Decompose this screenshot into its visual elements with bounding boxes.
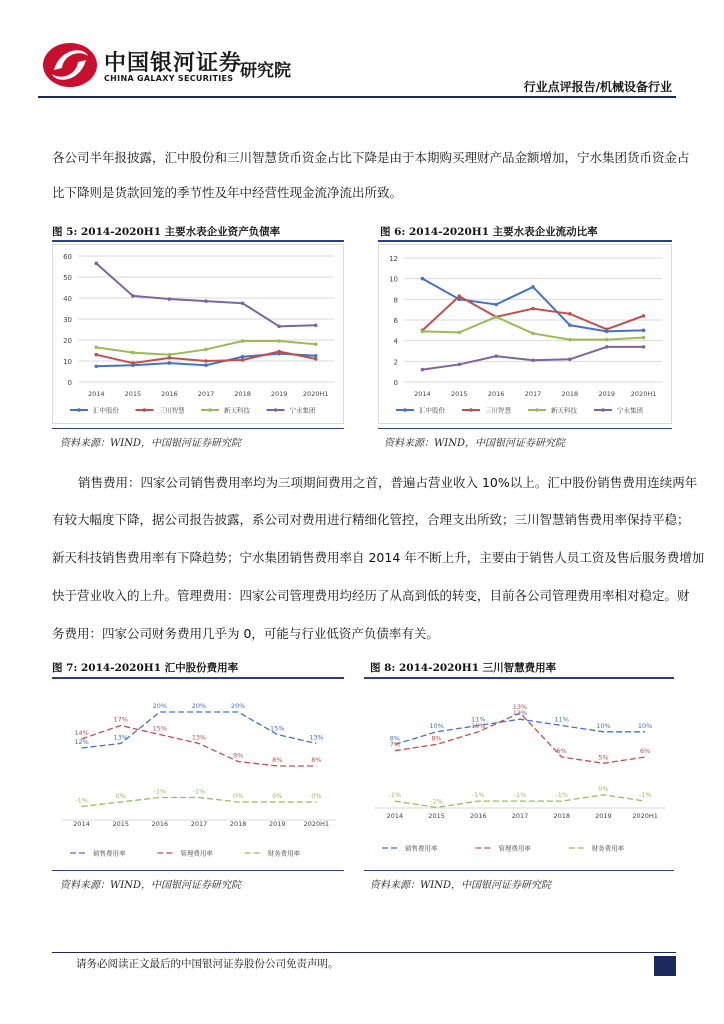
fig8-data-label: -1%: [555, 791, 569, 800]
fig5-data-point: [168, 361, 172, 365]
fig7-bottom-rule: [52, 870, 344, 871]
fig7-data-label: 13%: [191, 733, 207, 742]
fig5-legend-marker: [143, 408, 147, 412]
fig7-data-label: 0%: [272, 792, 283, 800]
fig5-data-point: [314, 342, 318, 346]
fig7-x-tick-label: 2016: [151, 820, 169, 828]
fig7-data-label: 13%: [309, 733, 324, 742]
fig7-x-tick-label: 2019: [269, 820, 286, 828]
body-line-5: 务费用：四家公司财务费用几乎为 0，可能与行业低资产负债率有关。: [52, 626, 439, 641]
footer-disclaimer: 请务必阅读正文最后的中国银河证券股份公司免责声明。: [76, 958, 339, 970]
fig7-data-label: -1%: [153, 787, 167, 796]
fig6-x-tick-label: 2017: [524, 390, 542, 398]
fig5-legend-marker: [274, 408, 278, 412]
fig5-data-point: [94, 353, 98, 357]
fig5-data-point: [94, 346, 98, 350]
fig8-x-tick-label: 2020H1: [632, 812, 658, 820]
fig5-data-point: [241, 339, 245, 343]
fig8-chart: [364, 680, 674, 866]
fig6-legend-marker: [403, 408, 407, 412]
fig7-data-label: 0%: [232, 792, 244, 800]
fig6-data-point: [531, 332, 535, 336]
fig8-data-label: 0%: [598, 784, 609, 793]
fig7-x-tick-label: 2014: [73, 820, 90, 828]
fig6-data-point: [494, 354, 498, 358]
fig8-data-label: 11%: [471, 715, 486, 724]
fig6-data-point: [605, 345, 609, 349]
fig7-data-label: 15%: [152, 724, 168, 733]
fig6-data-point: [568, 312, 572, 316]
institute-name: 研究院: [240, 61, 291, 81]
fig6-data-point: [421, 277, 425, 281]
fig5-x-tick-label: 2019: [270, 390, 288, 398]
fig8-legend-label: 销售费用率: [405, 844, 438, 853]
fig6-data-point: [642, 314, 646, 318]
fig6-x-tick-label: 2018: [561, 390, 579, 398]
fig6-data-point: [605, 338, 609, 342]
fig8-data-label: 8%: [389, 734, 401, 743]
fig5-data-point: [314, 354, 318, 358]
fig5-data-point: [94, 364, 98, 368]
fig6-data-point: [642, 336, 646, 340]
fig5-x-tick-label: 2018: [234, 390, 251, 398]
fig6-title: 图 6: 2014-2020H1 主要水表企业流动比率: [380, 226, 598, 238]
body-line-1: 销售费用：四家公司销售费用率均为三项期间费用之首，普遍占营业收入 10%以上。汇中股份销售费用连续两年: [78, 475, 698, 490]
fig7-rule: [52, 677, 344, 679]
fig7-data-label: 20%: [152, 702, 168, 710]
fig7-data-label: 15%: [270, 724, 285, 733]
fig5-legend-label: 汇中股份: [93, 406, 119, 415]
fig6-y-tick-label: 4: [393, 337, 398, 346]
fig8-bottom-rule: [364, 870, 674, 871]
fig6-data-point: [494, 315, 498, 319]
body-line-2: 有较大幅度下降，据公司报告披露，系公司对费用进行精细化管控，合理支出所致；三川智慧销售费用率保持平稳；: [52, 512, 690, 527]
fig7-data-label: 20%: [191, 702, 207, 710]
fig5-y-tick-label: 50: [63, 274, 72, 282]
fig5-bottom-rule: [52, 428, 344, 429]
fig6-legend-label: 三川智慧: [485, 406, 511, 415]
fig6-legend-marker: [601, 408, 605, 412]
fig7-data-label: 9%: [232, 751, 244, 760]
fig8-data-label: 10%: [596, 721, 611, 730]
fig6-data-point: [568, 338, 572, 342]
fig8-x-tick-label: 2019: [595, 812, 612, 820]
fig8-rule: [364, 677, 674, 679]
fig7-data-label: 14%: [74, 729, 89, 737]
fig6-data-point: [531, 307, 535, 311]
fig5-data-point: [241, 355, 245, 359]
body-line-4: 快于营业收入的上升。管理费用：四家公司管理费用均经历了从高到低的转变，目前各公司管理费用率相对稳定。财: [52, 588, 690, 603]
fig5-data-point: [204, 348, 208, 352]
fig5-legend-label: 新天科技: [224, 406, 250, 415]
fig5-data-point: [168, 297, 172, 301]
fig7-data-label: -1%: [192, 787, 206, 796]
fig5-y-tick-label: 0: [67, 379, 72, 387]
logo-en-name: CHINA GALAXY SECURITIES: [104, 74, 234, 83]
fig5-x-tick-label: 2015: [124, 390, 142, 398]
fig8-data-label: 13%: [512, 702, 528, 711]
fig5-data-point: [314, 324, 318, 328]
fig6-y-tick-label: 2: [393, 358, 398, 367]
fig5-data-point: [94, 262, 98, 266]
fig5-x-tick-label: 2017: [197, 390, 215, 398]
fig6-y-tick-label: 6: [393, 317, 398, 325]
fig7-data-label: 12%: [74, 738, 89, 746]
fig5-data-point: [131, 294, 135, 298]
fig6-x-tick-label: 2020H1: [630, 390, 657, 398]
footer-rule: [52, 952, 676, 953]
fig7-x-tick-label: 2018: [229, 820, 247, 828]
fig5-legend-marker: [208, 408, 212, 412]
fig5-y-tick-label: 30: [63, 316, 72, 324]
fig5-x-tick-label: 2016: [161, 390, 178, 398]
fig8-data-label: -2%: [430, 797, 443, 806]
fig6-y-tick-label: 10: [389, 275, 398, 284]
fig5-data-point: [277, 325, 281, 329]
fig7-data-label: 20%: [230, 702, 246, 710]
fig5-data-point: [131, 361, 135, 365]
fig7-legend-label: 销售费用率: [93, 849, 126, 858]
fig5-data-point: [277, 339, 281, 343]
fig6-y-tick-label: 0: [393, 379, 398, 387]
fig8-data-label: -1%: [638, 791, 652, 800]
fig5-legend-label: 三川智慧: [158, 406, 185, 415]
header-rule: [38, 96, 676, 98]
fig5-y-tick-label: 10: [63, 358, 72, 366]
fig8-data-label: 8%: [431, 734, 442, 743]
fig8-data-label: 10%: [471, 721, 486, 730]
fig7-data-label: 0%: [115, 792, 126, 800]
fig6-data-point: [457, 363, 461, 367]
fig6-data-point: [531, 359, 535, 363]
fig5-data-point: [241, 358, 245, 362]
fig6-chart: [378, 244, 672, 424]
fig6-data-point: [568, 357, 572, 361]
fig6-data-point: [605, 328, 609, 332]
fig5-chart: [52, 244, 344, 424]
fig5-y-tick-label: 60: [63, 253, 72, 261]
fig6-data-point: [642, 345, 646, 349]
fig8-data-label: 7%: [389, 740, 401, 749]
fig5-legend-marker: [77, 408, 81, 412]
body-line-3: 新天科技销售费用率有下降趋势；宁水集团销售费用率自 2014 年不断上升，主要由于销售人员工资及售后服务费增加: [52, 550, 705, 565]
fig8-data-label: 5%: [598, 753, 609, 762]
fig8-legend-label: 财务费用率: [591, 844, 625, 853]
logo-cn-name: 中国银河证券: [104, 51, 243, 76]
fig7-legend-label: 财务费用率: [267, 849, 301, 858]
fig8-data-label: -1%: [513, 791, 527, 800]
fig7-data-label: -1%: [75, 796, 88, 805]
fig7-chart: [52, 680, 344, 866]
fig5-source: 资料来源：WIND，中国银河证券研究院: [60, 438, 241, 449]
fig6-data-point: [568, 323, 572, 327]
fig5-x-tick-label: 2014: [88, 390, 105, 398]
fig5-data-point: [131, 351, 135, 355]
fig7-legend-label: 管理费用率: [180, 849, 213, 858]
fig6-legend-label: 宁水集团: [617, 406, 643, 415]
fig6-series-line-2: [422, 296, 643, 330]
fig6-x-tick-label: 2014: [414, 390, 431, 398]
fig5-data-point: [168, 356, 172, 360]
fig5-data-point: [204, 363, 208, 367]
fig8-x-tick-label: 2017: [511, 812, 529, 820]
fig6-data-point: [421, 330, 425, 334]
fig6-rule: [378, 240, 672, 242]
fig5-data-point: [204, 359, 208, 363]
fig7-data-label: 8%: [272, 756, 283, 764]
fig6-y-tick-label: 12: [389, 255, 398, 263]
fig7-data-label: 0%: [311, 792, 322, 800]
fig8-data-label: 10%: [429, 721, 444, 730]
fig7-source: 资料来源：WIND，中国银河证券研究院: [60, 880, 241, 891]
fig8-x-tick-label: 2014: [386, 812, 404, 820]
galaxy-logo-icon: [40, 40, 100, 90]
page-marker: [654, 956, 676, 976]
fig7-data-label: 13%: [113, 733, 128, 742]
fig8-data-label: 6%: [639, 747, 651, 755]
fig5-data-point: [277, 350, 281, 354]
fig8-data-label: -1%: [388, 791, 402, 800]
fig6-data-point: [642, 329, 646, 333]
logo: [40, 40, 100, 90]
fig8-data-label: 11%: [554, 715, 569, 724]
fig7-data-label: 8%: [311, 756, 322, 764]
fig8-title: 图 8: 2014-2020H1 三川智慧费用率: [370, 662, 557, 674]
fig6-data-point: [457, 294, 461, 298]
fig7-data-label: 17%: [113, 715, 128, 724]
fig6-x-tick-label: 2016: [487, 390, 505, 398]
fig6-legend-label: 汇中股份: [419, 406, 445, 415]
fig6-data-point: [494, 303, 498, 307]
fig6-data-point: [457, 331, 461, 335]
fig6-data-point: [421, 368, 425, 372]
fig8-data-label: 6%: [556, 747, 567, 755]
fig8-data-label: -1%: [471, 791, 485, 800]
fig5-y-tick-label: 20: [63, 337, 72, 345]
fig5-rule: [52, 240, 344, 242]
intro-line-2: 比下降则是货款回笼的季节性及年中经营性现金流净流出所致。: [52, 185, 403, 200]
fig8-x-tick-label: 2016: [470, 812, 487, 820]
fig8-data-label: 12%: [512, 709, 528, 718]
fig5-data-point: [204, 299, 208, 303]
fig6-x-tick-label: 2019: [598, 390, 615, 398]
fig8-legend-label: 管理费用率: [498, 844, 531, 853]
fig5-y-tick-label: 40: [63, 295, 72, 303]
fig5-legend-label: 宁水集团: [289, 406, 316, 415]
fig5-data-point: [168, 353, 172, 357]
fig8-x-tick-label: 2018: [553, 812, 570, 820]
fig6-legend-label: 新天科技: [551, 406, 577, 415]
fig7-x-tick-label: 2015: [112, 820, 129, 828]
fig8-source: 资料来源：WIND，中国银河证券研究院: [370, 880, 551, 891]
fig8-x-tick-label: 2015: [428, 812, 445, 820]
report-type: 行业点评报告/机械设备行业: [523, 80, 672, 94]
fig6-legend-marker: [535, 408, 539, 412]
fig6-series-line-4: [422, 347, 643, 370]
fig6-x-tick-label: 2015: [451, 390, 468, 398]
fig7-title: 图 7: 2014-2020H1 汇中股份费用率: [52, 662, 239, 674]
fig6-bottom-rule: [378, 428, 672, 429]
fig6-data-point: [531, 285, 535, 289]
fig6-source: 资料来源：WIND，中国银河证券研究院: [384, 438, 565, 449]
fig5-series-line-4: [96, 263, 315, 326]
fig5-data-point: [314, 357, 318, 361]
fig5-x-tick-label: 2020H1: [302, 390, 329, 398]
fig7-x-tick-label: 2017: [190, 820, 208, 828]
fig5-title: 图 5: 2014-2020H1 主要水表企业资产负债率: [52, 226, 281, 238]
fig8-data-label: 10%: [637, 721, 653, 730]
intro-line-1: 各公司半年报披露，汇中股份和三川智慧货币资金占比下降是由于本期购买理财产品金额增加，宁水集团货币资金占: [52, 150, 690, 165]
fig6-legend-marker: [469, 408, 473, 412]
fig7-x-tick-label: 2020H1: [303, 820, 330, 828]
fig5-data-point: [241, 301, 245, 305]
fig6-y-tick-label: 8: [393, 296, 398, 305]
